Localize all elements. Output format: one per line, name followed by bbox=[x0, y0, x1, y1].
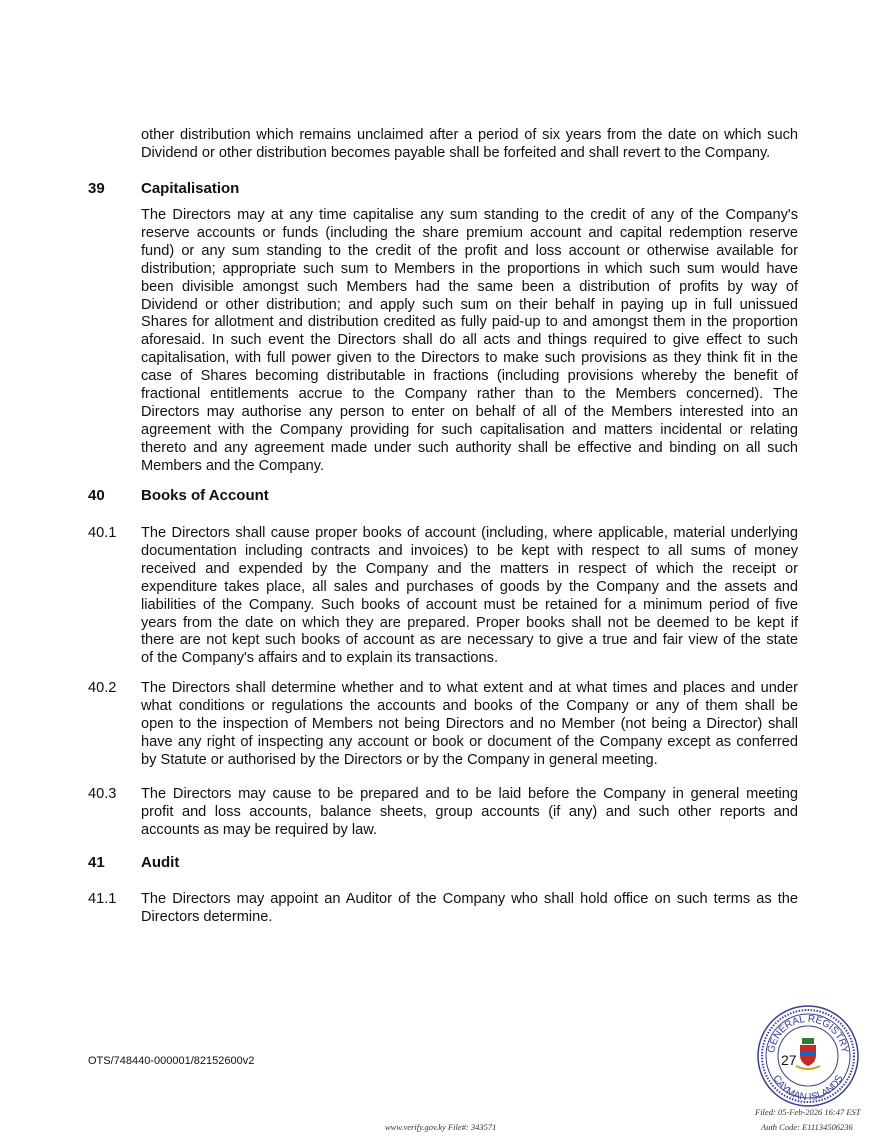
text-line: other distribution which remains unclaimed after a period of six years from the date on which such bbox=[141, 127, 798, 143]
clause-40-1-number: 40.1 bbox=[88, 525, 117, 541]
text-line: capitalisation, with full power given to the Directors to make such provisions as they think fit in the bbox=[141, 350, 798, 367]
section-39-number: 39 bbox=[88, 180, 105, 197]
text-line: of the Company's affairs and to explain its transactions. bbox=[141, 650, 499, 667]
text-line: fund) or any sum standing to the credit of the profit and loss account or otherwise available for bbox=[141, 242, 798, 259]
document-reference: OTS/748440-000001/82152600v2 bbox=[88, 1055, 255, 1067]
text-line: Dividend or other distribution becomes payable shall be forfeited and shall revert to the Company. bbox=[141, 144, 771, 161]
intro-paragraph bbox=[141, 127, 798, 163]
svg-text:GENERAL REGISTRY: GENERAL REGISTRY bbox=[766, 1013, 850, 1054]
section-39-paragraph bbox=[141, 207, 798, 476]
text-line: aforesaid. In such event the Directors shall do all acts and things required to give effect to such bbox=[141, 332, 798, 349]
section-40-title: Books of Account bbox=[141, 487, 269, 504]
text-line: thereto and any agreement made under such authority shall be effective and binding on all such bbox=[141, 439, 798, 456]
clause-40-1-paragraph bbox=[141, 525, 798, 668]
text-line: open to the inspection of Members not being Directors and no Member (not being a Director) shall bbox=[141, 715, 798, 732]
general-registry-seal bbox=[756, 1004, 860, 1108]
text-line: years from the date on which they are prepared. Proper books shall not be deemed to be kept if bbox=[141, 614, 798, 631]
clause-40-3-paragraph bbox=[141, 786, 798, 840]
section-41-title: Audit bbox=[141, 854, 180, 871]
clause-40-3-number: 40.3 bbox=[88, 786, 117, 802]
clause-41-1-number: 41.1 bbox=[88, 891, 117, 907]
filed-timestamp: Filed: 05-Feb-2026 16:47 EST bbox=[755, 1107, 861, 1117]
text-line: accounts as may be required by law. bbox=[141, 821, 378, 838]
text-line: The Directors may cause to be prepared and to be laid before the Company in general meeting bbox=[141, 786, 798, 802]
text-line: distribution; appropriate such sum to Members in the proportions in which such sum would have bbox=[141, 260, 798, 277]
text-line: Shares for allotment and distribution credited as fully paid-up to and amongst them in the proportion bbox=[141, 314, 798, 331]
clause-41-1-paragraph bbox=[141, 891, 798, 927]
text-line: agreement with the Company providing for such capitalisation and matters incidental or relating bbox=[141, 421, 798, 438]
text-line: The Directors shall determine whether and to what extent and at what times and places and under bbox=[141, 680, 798, 696]
clause-40-2-paragraph bbox=[141, 680, 798, 770]
text-line: profit and loss accounts, balance sheets, group accounts (if any) and such other reports and bbox=[141, 803, 798, 820]
section-41-number: 41 bbox=[88, 854, 105, 871]
text-line: Members and the Company. bbox=[141, 457, 325, 474]
verify-link[interactable]: www.verify.gov.ky File#: 343571 bbox=[385, 1122, 497, 1132]
text-line: liabilities of the Company. Such books of account must be retained for a minimum period of five bbox=[141, 596, 798, 613]
text-line: The Directors may at any time capitalise any sum standing to the credit of any of the Company's bbox=[141, 207, 798, 223]
text-line: what conditions or regulations the accounts and books of the Company or any of them shall be bbox=[141, 697, 798, 714]
auth-code: Auth Code: E11134506236 bbox=[761, 1122, 853, 1132]
page-number: 27 bbox=[781, 1052, 797, 1068]
text-line: Directors may authorise any person to enter on behalf of all of the Members interested into an bbox=[141, 403, 798, 420]
text-line: by Statute or authorised by the Directors or by the Company in general meeting. bbox=[141, 751, 658, 768]
text-line: reserve accounts or funds (including the share premium account and capital redemption reserve bbox=[141, 224, 798, 241]
text-line: been divisible amongst such Members had the same been a distribution of profits by way of bbox=[141, 278, 798, 295]
text-line: case of Shares becoming distributable in fractions (including provisions whereby the benefit of bbox=[141, 368, 798, 385]
text-line: The Directors shall cause proper books of account (including, where applicable, material underlying bbox=[141, 525, 798, 541]
text-line: there are not kept such books of account as are necessary to give a true and fair view of the state bbox=[141, 632, 798, 649]
text-line: have any right of inspecting any account or book or document of the Company except as conferred bbox=[141, 733, 798, 750]
section-40-number: 40 bbox=[88, 487, 105, 504]
text-line: Directors determine. bbox=[141, 908, 273, 925]
text-line: expenditure takes place, all sales and purchases of goods by the Company and the assets and bbox=[141, 578, 798, 595]
svg-text:CAYMAN ISLANDS: CAYMAN ISLANDS bbox=[770, 1073, 846, 1104]
text-line: Dividend or other distribution; and apply such sum on their behalf in paying up in full unissued bbox=[141, 296, 798, 313]
text-line: fractional entitlements accrue to the Company rather than to the Members concerned). The bbox=[141, 386, 798, 403]
clause-40-2-number: 40.2 bbox=[88, 680, 117, 696]
text-line: documentation including contracts and invoices) to be kept with respect to all sums of money bbox=[141, 542, 798, 559]
section-39-title: Capitalisation bbox=[141, 180, 240, 197]
text-line: received and expended by the Company and the matters in respect of which the receipt or bbox=[141, 560, 798, 577]
text-line: The Directors may appoint an Auditor of the Company who shall hold office on such terms as the bbox=[141, 891, 798, 907]
